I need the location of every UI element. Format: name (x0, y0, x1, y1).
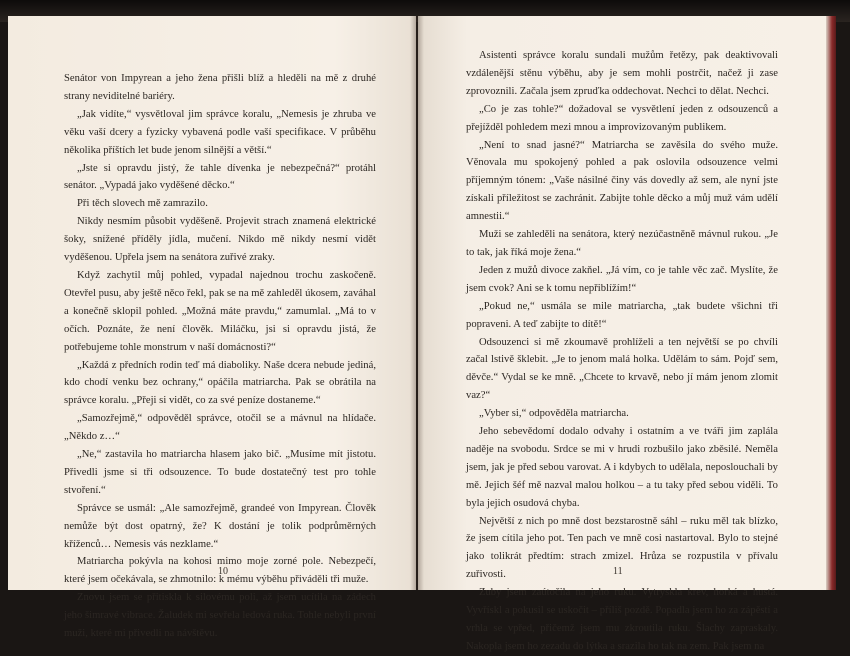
book-cover-edge (826, 16, 836, 590)
paragraph: „Jste si opravdu jistý, že tahle dívenka je nebezpečná?“ protáhl senátor. „Vypadá jako vyděšené děcko.“ (64, 162, 376, 192)
paragraph: Asistenti správce koralu sundali mužům řetězy, pak deaktivovali vzdálenější stěnu výběhu, aby je sem mohli postrčit, načež ji zase zprovoznili. Začala jsem zpruďka oddechovat. Nechci to dělat. Nechci. (466, 50, 778, 97)
paragraph: Jeden z mužů divoce zakňel. „Já vím, co je tahle věc zač. Myslíte, že jsem cvok? Ani se k tomu nepřiblížím!“ (466, 264, 778, 294)
paragraph: Odsouzenci si mě zkoumavě prohlíželi a ten největší se po chvíli začal lstivě šklebit. „Je to jenom malá holka. Udělám to sám. Pojď sem, děvče.“ Vydal se ke mně. „Chcete to krvavě, nebo jí mám jenom zlomit vaz?“ (466, 336, 778, 402)
left-page (8, 16, 416, 640)
paragraph: Nikdy nesmím působit vyděšeně. Projevit strach znamená elektrické šoky, snížené příděly jídla, mučení. Nikdo mě nikdy nesmí vidět vyděšenou. Upřela jsem na senátora zuřivé zraky. (64, 216, 376, 264)
paragraph: Při těch slovech mě zamrazilo. (77, 198, 208, 210)
right-page (418, 16, 826, 652)
book-spine-shadow (410, 16, 424, 590)
paragraph: Jeho sebevědomí dodalo odvahy i ostatním a ve tváři jim zaplála naděje na svobodu. Srdce se mi v hrudi rozbušilo jako zběsilé. Neměla jsem, jak je před sebou varovat. A i kdybych to udělala, neposlouchali by mě. Jejich šéf mě nazval malou holkou – a tu taky před sebou viděli. To byla jejich osudová chyba. (466, 426, 778, 509)
paragraph: „Vyber si,“ odpověděla matriarcha. (479, 408, 629, 420)
paragraph: „Není to snad jasné?“ Matriarcha se zavěsila do svého muže. Věnovala mu spokojený pohled a pak oslovila odsouzence velmi příjemným tónem: „Vaše násilné činy vás dovedly až sem, ale nyní jste získali příležitost se zachránit. Zabijte tohle děcko a můj muž vám udělí amnestii.“ (466, 139, 778, 223)
paragraph: „Každá z předních rodin teď má diaboliky. Naše dcera nebude jediná, kdo chodí venku bez ochrany,“ opáčila matriarcha. Pak se obrátila na správce koralu. „Přeji si vidět, co za své peníze dostaneme.“ (64, 359, 376, 407)
paragraph: „Co je zas tohle?“ dožadoval se vysvětlení jeden z odsouzenců a přejížděl pohledem mezi mnou a improvizovaným publikem. (466, 103, 778, 133)
left-page-text (64, 70, 376, 643)
page-number: 10 (218, 566, 228, 577)
page-number: 11 (613, 566, 623, 577)
paragraph: Zuby jsem zaútočila na jeho ruku. Vytryskla krev, horká a hustá. Vyvřískl a pokusil se uskočit – příliš pozdě. Popadla jsem ho za zápěstí a vrhla se vpřed, přičemž jsem mu zkroutila ruku. Šlachy zapraskaly. Nakopla jsem ho zezadu do lýtka a srazila ho tak na zem. Pak jsem na (466, 587, 778, 652)
paragraph: „Jak vidíte,“ vysvětloval jim správce koralu, „Nemesis je zhruba ve věku vaší dcery a fyzicky vybavená podle vaší specifikace. V průběhu několika příštích let bude jenom silnější a větší.“ (64, 108, 376, 156)
paragraph: Správce se usmál: „Ale samozřejmě, grandeé von Impyrean. Člověk nemůže být dost opatrný, že? K dostání je tolik podprůměrných kříženců… Nemesis vás nezklame.“ (64, 502, 376, 550)
paragraph: „Samozřejmě,“ odpověděl správce, otočil se a mávnul na hlídače. „Někdo z…“ (64, 413, 376, 443)
paragraph: Znovu jsem se přitiskla k silovému poli, až jsem ucítila na zádech jeho šimravé vibrace. Žaludek mi sevřela ledová ruka. Tohle nebyli první muži, které mi přivedli na návštěvu. (64, 592, 376, 640)
paragraph: Když zachytil můj pohled, vypadal najednou trochu zaskočeně. Otevřel pusu, aby ještě něco řekl, pak se na mě zahleděl úkosem, zaváhal a konečně sklopil pohled. „Možná máte pravdu,“ zamumlal. „Má to v očích. Poznáte, že není člověk. Miláčku, jsi si opravdu jistá, že potřebujeme tohle monstrum v naší domácnosti?“ (64, 269, 376, 353)
paragraph: „Pokud ne,“ usmála se mile matriarcha, „tak budete všichni tři popraveni. A teď zabijte to dítě!“ (466, 300, 778, 330)
paragraph: Největší z nich po mně dost bezstarostně sáhl – ruku měl tak blízko, že jsem cítila jeho pot. Ten pach ve mně cosi nastartoval. Bylo to stejné jako tolikrát předtím: strach zmizel. Hrůza se rozpustila v přívalu zuřivosti. (466, 515, 778, 581)
right-page-text (466, 47, 778, 656)
paragraph: „Ne,“ zastavila ho matriarcha hlasem jako bič. „Musíme mít jistotu. Přivedli jsme si tři odsouzence. To bude dostatečný test pro tohle stvoření.“ (64, 449, 376, 496)
paragraph: Muži se zahleděli na senátora, který nezúčastněně mávnul rukou. „Je to tak, jak říká moje žena.“ (466, 229, 778, 258)
paragraph: Senátor von Impyrean a jeho žena přišli blíž a hleděli na mě z druhé strany neviditelné bariéry. (64, 73, 376, 102)
paragraph: Matriarcha pokývla na kohosi mimo moje zorné pole. Nebezpečí, které jsem očekávala, se zhmotnilo: k mému výběhu přiváděli tři muže. (64, 556, 376, 586)
